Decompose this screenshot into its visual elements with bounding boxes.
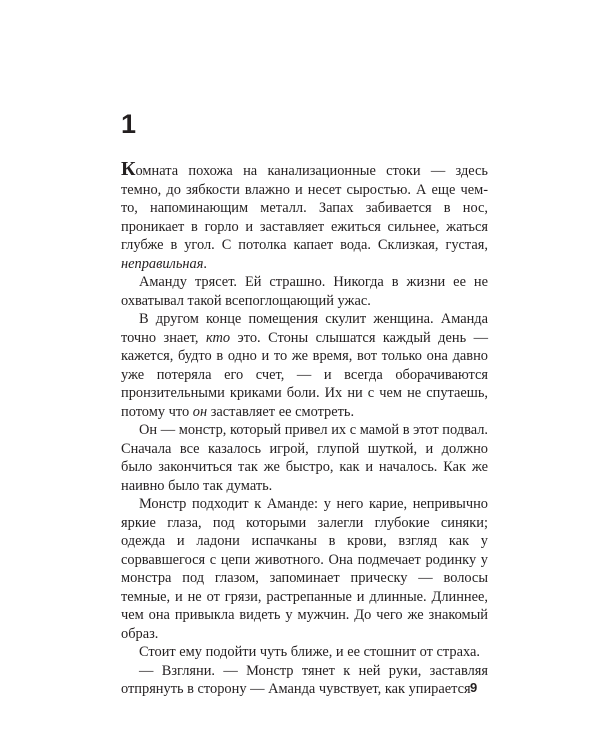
paragraph-3: [121, 310, 488, 421]
paragraph-3-text-middle: это. Стоны слышатся каждый день — кажется, будто в одно и то же время, вот только она давно уже потеряла его счет, — и всегда оборачиваются пронзительными криками боли. Их ни с чем не спутаешь, потому что: [121, 329, 488, 420]
paragraph-1-end: .: [203, 255, 208, 272]
body-text: [121, 160, 488, 699]
paragraph-4: [121, 421, 488, 495]
paragraph-1: [121, 160, 488, 273]
paragraph-6-text: Стоит ему подойти чуть ближе, и ее стошнит от страха.: [139, 644, 480, 660]
paragraph-3-end: заставляет ее смотреть.: [207, 403, 355, 420]
paragraph-1-emphasis: неправильная: [121, 255, 204, 272]
paragraph-2: [121, 273, 488, 310]
paragraph-3-emphasis-who: кто: [205, 329, 231, 346]
paragraph-4-text: Он — монстр, который привел их с мамой в этот подвал. Сначала все казалось игрой, глупой шуткой, и должно было закончиться так же быстро, как и началось. Как же наивно было так думать.: [121, 422, 488, 494]
paragraph-2-text: Аманду трясет. Ей страшно. Никогда в жизни ее не охватывал такой всепоглощающий ужас.: [121, 274, 488, 309]
paragraph-6: [121, 643, 488, 662]
page-number: 9: [470, 680, 478, 695]
paragraph-3-emphasis-he: он: [192, 403, 208, 420]
drop-cap: К: [121, 158, 136, 180]
paragraph-3-text: В другом конце помещения скулит женщина. Аманда точно знает,: [121, 311, 488, 346]
paragraph-5: [121, 495, 488, 643]
paragraph-7: [121, 662, 488, 699]
chapter-number: 1: [121, 109, 137, 139]
paragraph-7-text: — Взгляни. — Монстр тянет к ней руки, заставляя отпрянуть в сторону — Аманда чувствует, как упирается: [121, 662, 488, 697]
paragraph-1-text: омната похожа на канализационные стоки — здесь темно, до зябкости влажно и несет сыростью. А еще чем-то, напоминающим металл. Запах забивается в нос, проникает в горло и заставляет ежиться сильнее, жаться глубже в угол. С потолка капает вода. Склизкая, густая,: [121, 163, 488, 253]
paragraph-5-text: Монстр подходит к Аманде: у него карие, непривычно яркие глаза, под которыми залегли глубокие синяки; одежда и ладони испачканы в крови, взгляд как у сорвавшегося с цепи животного. Она подмечает родинку у монстра под глазом, запоминает прическу — волосы темные, и не от грязи, растрепанные и длинные. Длиннее, чем она привыкла видеть у мужчин. До чего же знакомый образ.: [121, 496, 488, 642]
